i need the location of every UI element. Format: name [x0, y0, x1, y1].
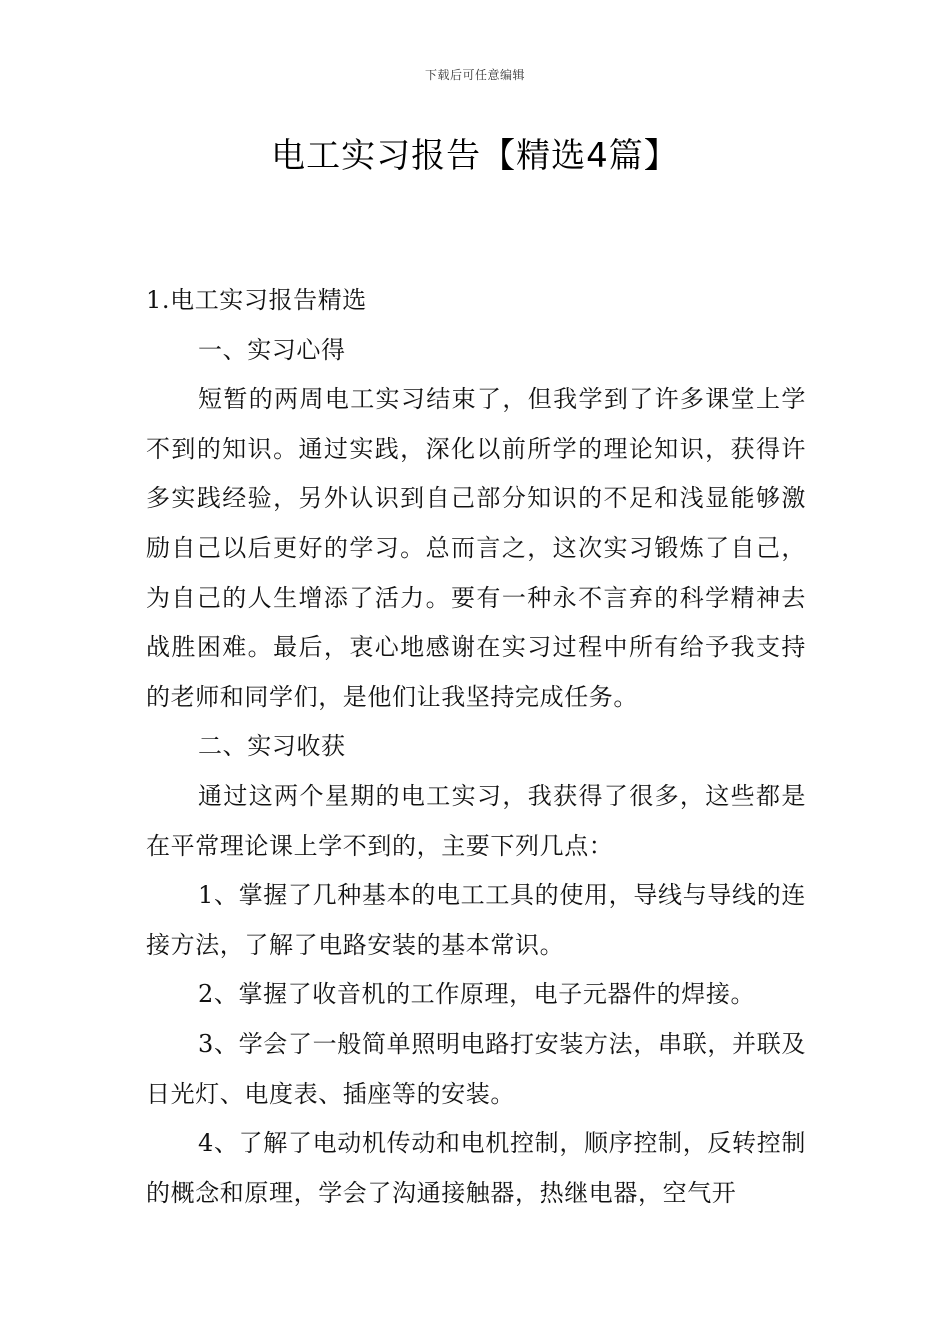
- document-title: 电工实习报告【精选4篇】: [271, 136, 679, 176]
- subsection-heading: 一、实习心得: [198, 335, 346, 364]
- list-item: 4、了解了电动机传动和电机控制，顺序控制，反转控制的概念和原理，学会了沟通接触器，热继电器，空气开: [146, 1129, 806, 1207]
- list-item: 1、掌握了几种基本的电工工具的使用，导线与导线的连接方法，了解了电路安装的基本常识。: [146, 881, 806, 959]
- subsection-heading: 二、实习收获: [198, 732, 346, 761]
- section-heading: 1.电工实习报告精选: [146, 286, 367, 314]
- list-item: 3、学会了一般简单照明电路打安装方法，串联，并联及日光灯、电度表、插座等的安装。: [146, 1029, 806, 1108]
- list-item: 2、掌握了收音机的工作原理，电子元器件的焊接。: [198, 980, 756, 1009]
- body-paragraph: 通过这两个星期的电工实习，我获得了很多，这些都是在平常理论课上学不到的，主要下列几点：: [146, 781, 806, 860]
- document-body: [146, 276, 806, 1218]
- header-note: 下载后可任意编辑: [424, 68, 525, 82]
- body-paragraph: 短暂的两周电工实习结束了，但我学到了许多课堂上学不到的知识。通过实践，深化以前所学的理论知识，获得许多实践经验，另外认识到自己部分知识的不足和浅显能够激励自己以后更好的学习。总而言之，这次实习锻炼了自己，为自己的人生增添了活力。要有一种永不言弃的科学精神去战胜困难。最后，衷心地感谢在实习过程中所有给予我支持的老师和同学们，是他们让我坚持完成任务。: [146, 385, 806, 711]
